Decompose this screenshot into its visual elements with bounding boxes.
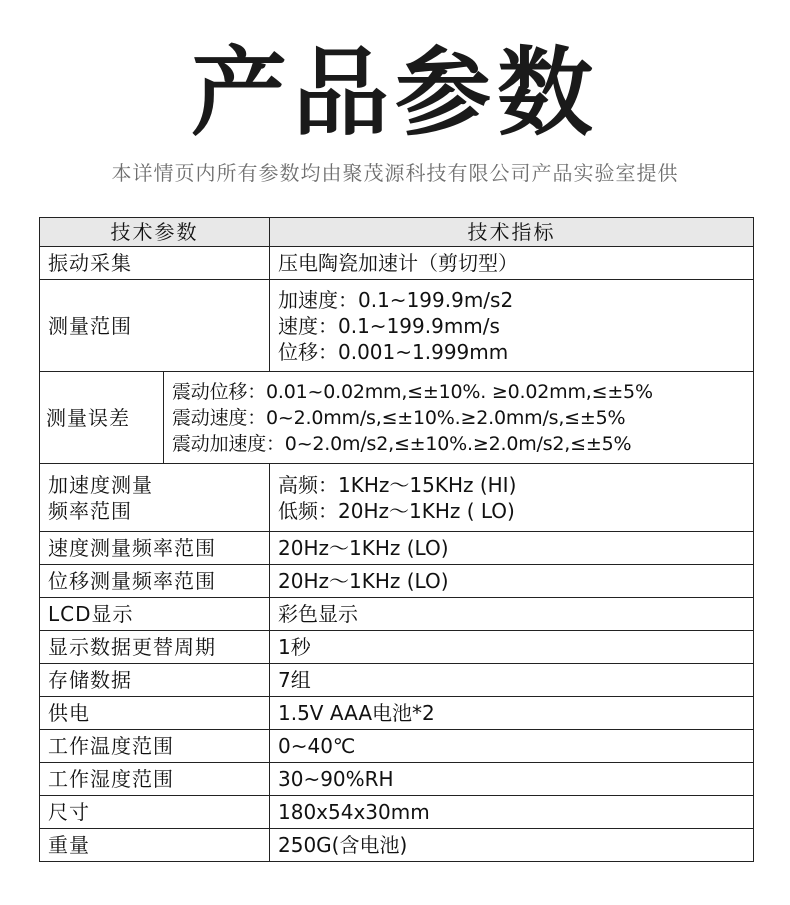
row-value: 250G(含电池) bbox=[270, 829, 754, 862]
header-spec: 技术指标 bbox=[270, 218, 754, 247]
table-row bbox=[40, 796, 754, 829]
value-line: 震动位移：0.01~0.02mm,≤±10%. ≥0.02mm,≤±5% bbox=[172, 380, 653, 403]
row-value: 1.5V AAA电池*2 bbox=[270, 697, 754, 730]
row-label: 工作湿度范围 bbox=[40, 763, 270, 796]
row-label: 测量范围 bbox=[40, 280, 270, 372]
table-row bbox=[40, 664, 754, 697]
row-value: 1秒 bbox=[270, 631, 754, 664]
row-label: 测量误差 bbox=[40, 372, 164, 464]
table-row bbox=[40, 464, 754, 532]
value-line: 加速度：0.1~199.9m/s2 bbox=[278, 287, 514, 312]
table-row bbox=[40, 280, 754, 372]
row-label: 工作温度范围 bbox=[40, 730, 270, 763]
label-line: 加速度测量 bbox=[48, 472, 153, 497]
page-title: 产品参数 bbox=[191, 37, 599, 149]
table-row bbox=[40, 247, 754, 280]
row-label: 存储数据 bbox=[40, 664, 270, 697]
label-line: 频率范围 bbox=[48, 498, 132, 523]
value-line: 位移：0.001~1.999mm bbox=[278, 339, 509, 364]
table-row bbox=[40, 372, 754, 464]
row-value: 7组 bbox=[270, 664, 754, 697]
row-value: 30~90%RH bbox=[270, 763, 754, 796]
value-line: 速度：0.1~199.9mm/s bbox=[278, 313, 500, 338]
table-row bbox=[40, 631, 754, 664]
value-line: 低频：20Hz～1KHz ( LO) bbox=[278, 498, 515, 523]
spec-table bbox=[39, 217, 754, 862]
page-subtitle: 本详情页内所有参数均由聚茂源科技有限公司产品实验室提供 bbox=[111, 161, 679, 185]
table-row bbox=[40, 565, 754, 598]
value-line: 震动速度：0~2.0mm/s,≤±10%.≥2.0mm/s,≤±5% bbox=[172, 406, 626, 429]
row-value bbox=[270, 464, 754, 532]
value-line: 震动加速度：0~2.0m/s2,≤±10%.≥2.0m/s2,≤±5% bbox=[172, 432, 632, 455]
table-header-row bbox=[40, 218, 754, 247]
table-row bbox=[40, 697, 754, 730]
row-value: 0~40℃ bbox=[270, 730, 754, 763]
row-label: 尺寸 bbox=[40, 796, 270, 829]
table-row bbox=[40, 532, 754, 565]
row-value bbox=[164, 372, 754, 464]
row-value bbox=[270, 280, 754, 372]
row-label: 振动采集 bbox=[40, 247, 270, 280]
table-row bbox=[40, 829, 754, 862]
row-label: 显示数据更替周期 bbox=[40, 631, 270, 664]
row-label: LCD显示 bbox=[40, 598, 270, 631]
row-label: 位移测量频率范围 bbox=[40, 565, 270, 598]
header-param: 技术参数 bbox=[40, 218, 270, 247]
row-value: 20Hz～1KHz (LO) bbox=[270, 532, 754, 565]
table-row bbox=[40, 730, 754, 763]
row-value: 180x54x30mm bbox=[270, 796, 754, 829]
row-label: 重量 bbox=[40, 829, 270, 862]
table-row bbox=[40, 598, 754, 631]
row-label: 速度测量频率范围 bbox=[40, 532, 270, 565]
value-line: 高频：1KHz～15KHz (HI) bbox=[278, 472, 517, 497]
row-value: 压电陶瓷加速计（剪切型） bbox=[270, 247, 754, 280]
row-value: 彩色显示 bbox=[270, 598, 754, 631]
row-value: 20Hz～1KHz (LO) bbox=[270, 565, 754, 598]
table-row bbox=[40, 763, 754, 796]
row-label bbox=[40, 464, 270, 532]
row-label: 供电 bbox=[40, 697, 270, 730]
